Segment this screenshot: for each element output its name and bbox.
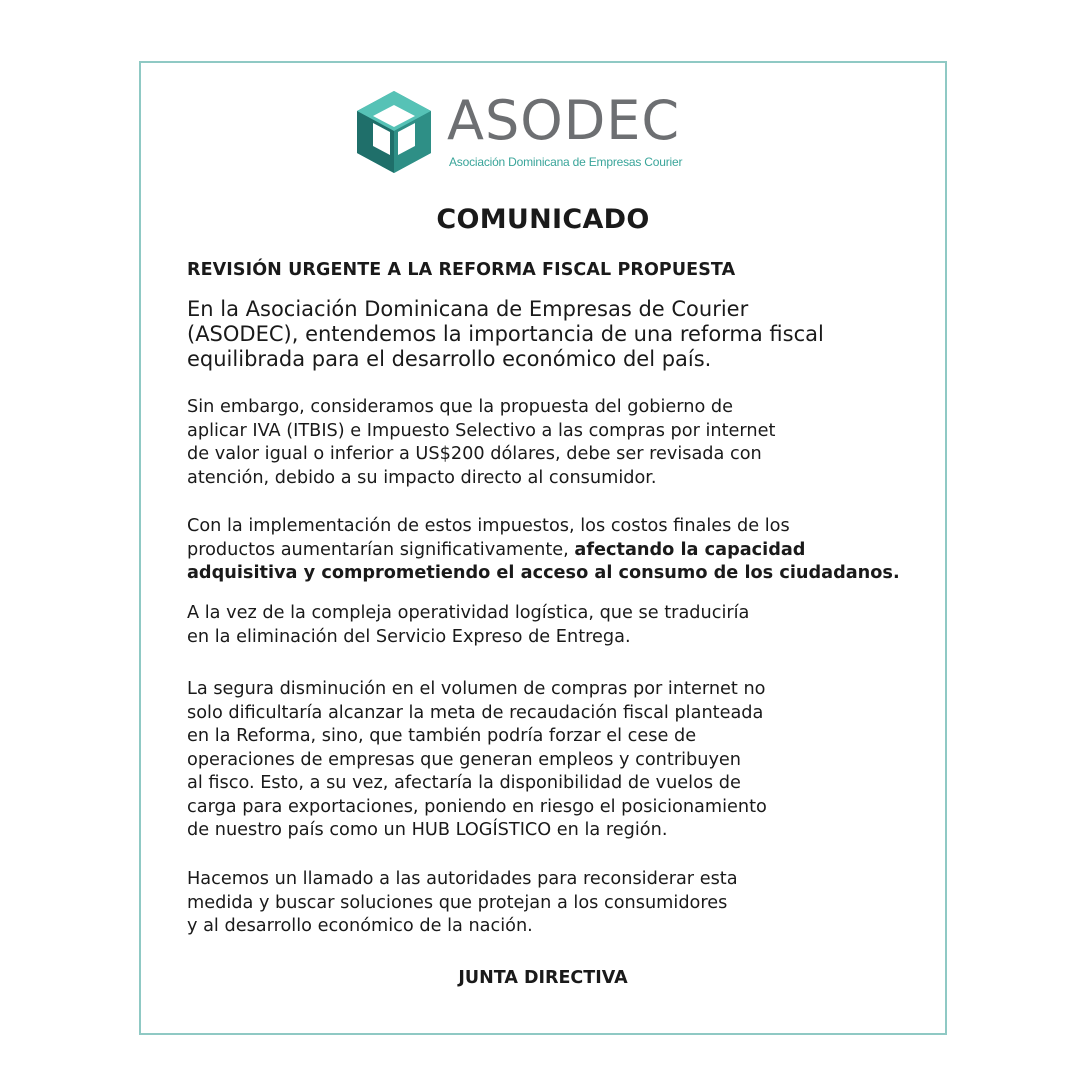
brand-name: ASODEC (447, 89, 681, 152)
paragraph-line: en la eliminación del Servicio Expreso de Entrega. (187, 626, 631, 647)
paragraph-line (187, 539, 907, 563)
paragraph-line: Hacemos un llamado a las autoridades para reconsiderar esta (187, 869, 738, 889)
paragraph-line: atención, debido a su impacto directo al consumidor. (187, 467, 657, 488)
document-subtitle: REVISIÓN URGENTE A LA REFORMA FISCAL PROPUESTA (187, 260, 736, 280)
paragraph-line: La segura disminución en el volumen de compras por internet no (187, 679, 766, 699)
paragraph-line: de valor igual o inferior a US$200 dólares, debe ser revisada con (187, 444, 762, 464)
paragraph-line: carga para exportaciones, poniendo en riesgo el posicionamiento (187, 796, 767, 817)
brand-tagline: Asociación Dominicana de Empresas Courier (449, 155, 683, 169)
paragraph-line: aplicar IVA (ITBIS) e Impuesto Selectivo a las compras por internet (187, 420, 776, 441)
paragraph-line: en la Reforma, sino, que también podría forzar el cese de (187, 726, 697, 746)
paragraph-line: A la vez de la compleja operatividad logística, que se traduciría (187, 603, 750, 623)
paragraph-line: medida y buscar soluciones que protejan a los consumidores (187, 892, 728, 913)
paragraph-line: al fisco. Esto, a su vez, afectaría la disponibilidad de vuelos de (187, 773, 741, 793)
paragraph-line: solo dificultaría alcanzar la meta de recaudación fiscal planteada (187, 702, 764, 723)
paragraph-emphasis: afectando la capacidad (574, 539, 806, 560)
signature: JUNTA DIRECTIVA (458, 968, 628, 988)
asodec-logo (353, 87, 713, 179)
paragraph-line: (ASODEC), entendemos la importancia de una reforma fiscal (187, 322, 824, 346)
paragraph-call-to-action (187, 868, 907, 939)
paragraph-line: En la Asociación Dominicana de Empresas de Courier (187, 297, 749, 321)
paragraph-line: y al desarrollo económico de la nación. (187, 916, 533, 936)
paragraph-line: equilibrada para el desarrollo económico del país. (187, 347, 712, 371)
paragraph-intro (187, 297, 907, 372)
paragraph-impact (187, 678, 907, 843)
paragraph-costs (187, 515, 907, 586)
paragraph-line: Sin embargo, consideramos que la propuesta del gobierno de (187, 397, 734, 417)
paragraph-line: Con la implementación de estos impuestos, los costos finales de los (187, 516, 790, 536)
paragraph-proposal (187, 396, 907, 490)
paragraph-emphasis: adquisitiva y comprometiendo el acceso al consumo de los ciudadanos. (187, 563, 900, 583)
paragraph-text: productos aumentarían significativamente, (187, 539, 575, 560)
communique-frame (139, 61, 947, 1035)
document-title: COMUNICADO (436, 204, 650, 235)
paragraph-line: de nuestro país como un HUB LOGÍSTICO en la región. (187, 820, 668, 840)
cube-logo-icon (353, 87, 435, 177)
paragraph-logistics (187, 602, 907, 649)
paragraph-line: operaciones de empresas que generan empleos y contribuyen (187, 749, 742, 770)
